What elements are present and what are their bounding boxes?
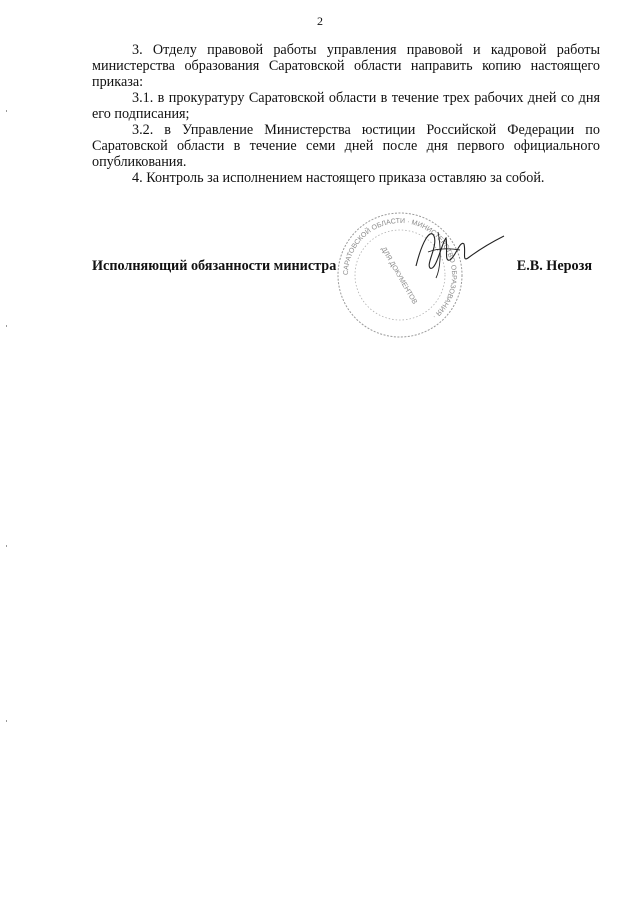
stamp-inner-text: ДЛЯ ДОКУМЕНТОВ bbox=[379, 245, 418, 306]
document-body bbox=[92, 42, 600, 186]
scan-margin-mark bbox=[6, 110, 7, 112]
signatory-name: Е.В. Нерозя bbox=[516, 258, 592, 274]
signature-block bbox=[92, 258, 600, 278]
scan-margin-mark bbox=[6, 545, 7, 547]
scan-margin-mark bbox=[6, 325, 7, 327]
scan-margin-mark bbox=[6, 720, 7, 722]
paragraph-3: 3. Отделу правовой работы управления правовой и кадровой работы министерства образования Саратовской области направить копию настоящего приказа: bbox=[92, 42, 600, 90]
handwritten-signature bbox=[408, 222, 508, 282]
page-number: 2 bbox=[317, 14, 323, 28]
paragraph-4: 4. Контроль за исполнением настоящего приказа оставляю за собой. bbox=[132, 170, 545, 186]
signatory-title: Исполняющий обязанности министра bbox=[92, 258, 337, 274]
paragraph-3-1: 3.1. в прокуратуру Саратовской области в течение трех рабочих дней со дня его подписания; bbox=[92, 90, 600, 122]
paragraph-3-2: 3.2. в Управление Министерства юстиции Российской Федерации по Саратовской области в течение семи дней после дня первого официального опубликования. bbox=[92, 122, 600, 170]
stamp-outer-text: САРАТОВСКОЙ ОБЛАСТИ · МИНИСТЕРСТВО ОБРАЗОВАНИЯ · bbox=[342, 217, 458, 320]
